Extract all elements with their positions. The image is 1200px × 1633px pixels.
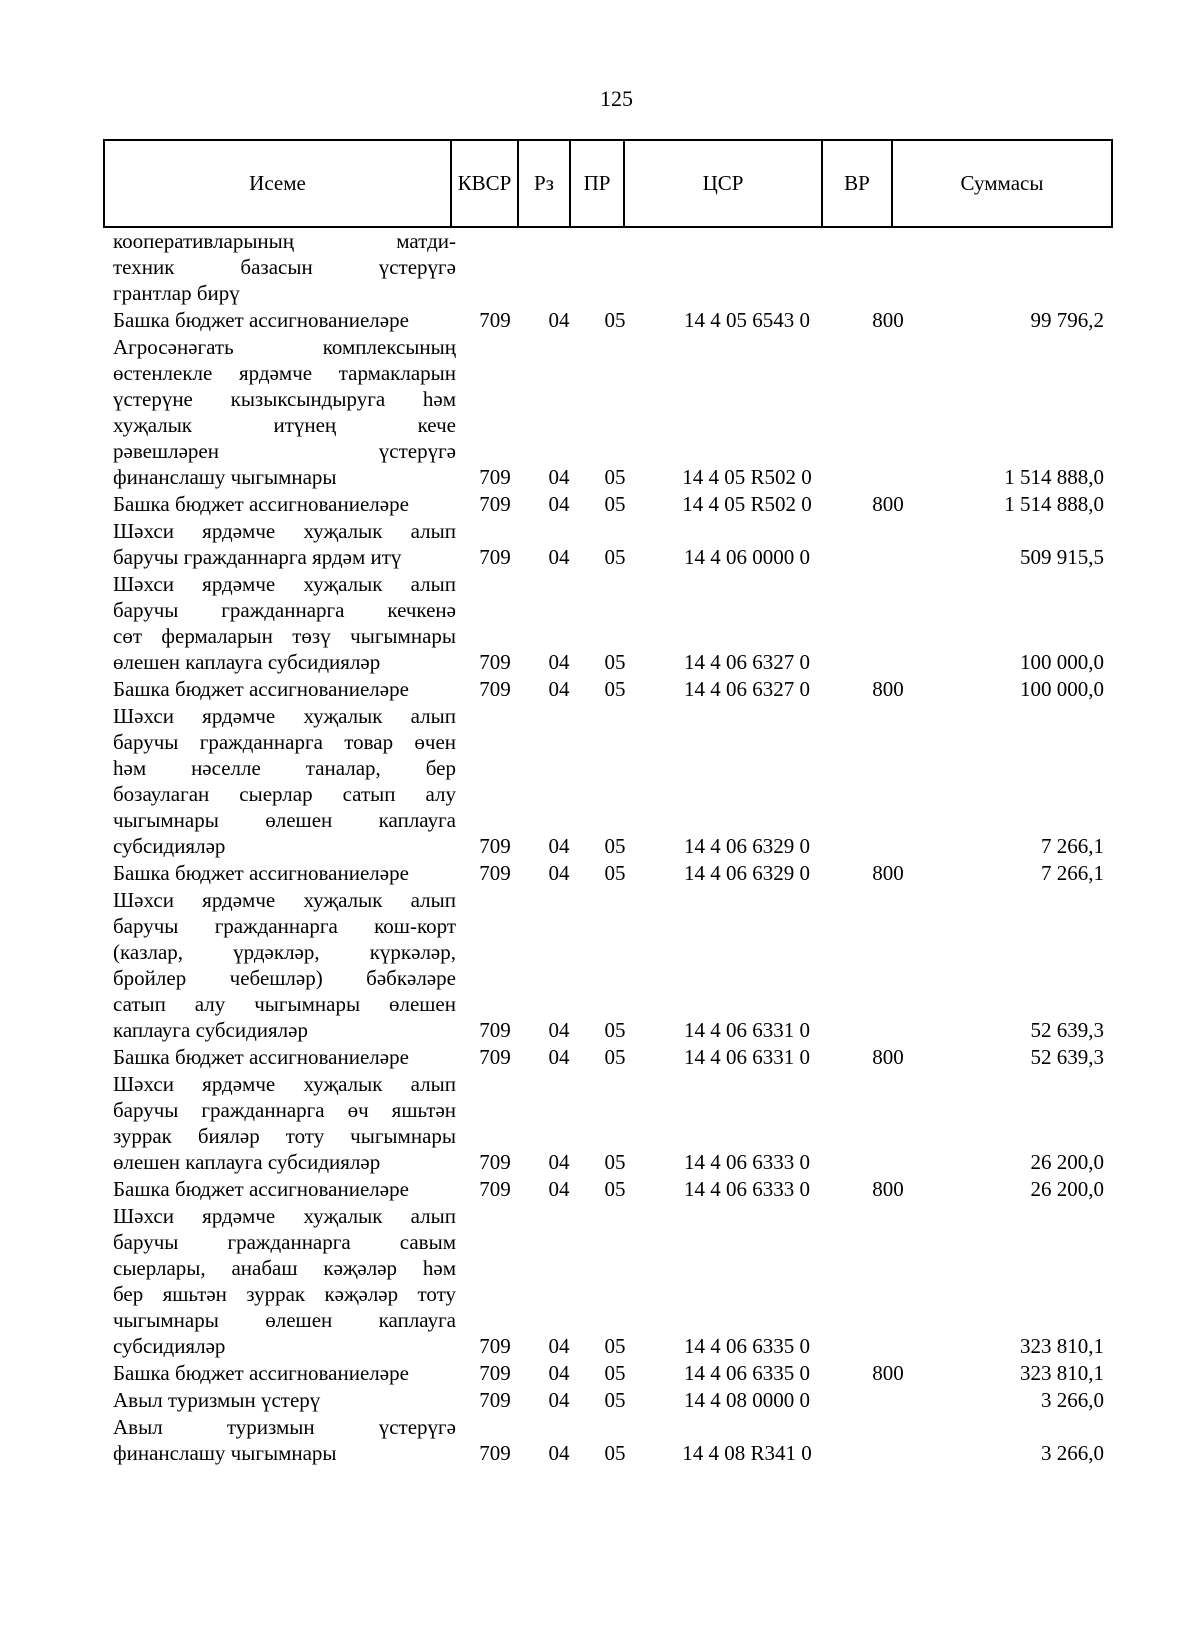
row-sum: 1 514 888,0 (1004, 465, 1104, 489)
row-name (113, 887, 456, 1043)
row-name (113, 860, 456, 886)
row-name-line: Шәхси ярдәмче хуҗалык алып (113, 704, 456, 728)
table-row (0, 518, 1200, 570)
row-name-line: сөт фермаларын төзү чыгымнары (113, 624, 456, 648)
table-row (0, 860, 1200, 886)
row-name-line: баручы гражданнарга товар өчен (113, 730, 456, 754)
row-name-line: финанслашу чыгымнары (113, 1441, 337, 1465)
row-name-line: чыгымнары өлешен каплауга (113, 808, 456, 832)
row-name-line: грантлар бирү (113, 281, 240, 305)
row-name-line: бройлер чебешләр) бәбкәләре (113, 966, 456, 990)
row-sum: 3 266,0 (1041, 1388, 1104, 1412)
row-name-line: субсидияләр (113, 1334, 226, 1358)
row-csr: 14 4 05 R502 0 (682, 465, 812, 489)
row-name-line: Шәхси ярдәмче хуҗалык алып (113, 519, 456, 543)
table-row (0, 1203, 1200, 1359)
row-csr: 14 4 06 6333 0 (684, 1150, 810, 1174)
row-name-line: Башка бюджет ассигнованиеләре (113, 1361, 409, 1385)
table-row (0, 1044, 1200, 1070)
row-csr: 14 4 06 6327 0 (684, 650, 810, 674)
table-row (0, 491, 1200, 517)
row-kvsr: 709 (479, 465, 511, 489)
row-pr: 05 (604, 308, 626, 332)
row-name (113, 334, 456, 490)
row-csr: 14 4 06 6335 0 (684, 1334, 810, 1358)
row-name-line: баручы гражданнарга кечкенә (113, 598, 456, 622)
row-name-line: Шәхси ярдәмче хуҗалык алып (113, 1204, 456, 1228)
row-csr: 14 4 06 6331 0 (684, 1018, 810, 1042)
row-sum: 100 000,0 (1020, 677, 1104, 701)
row-kvsr: 709 (479, 1150, 511, 1174)
row-kvsr: 709 (479, 545, 511, 569)
row-kvsr: 709 (479, 861, 511, 885)
row-rz: 04 (548, 650, 570, 674)
row-pr: 05 (604, 1045, 626, 1069)
table-row (0, 307, 1200, 333)
row-csr: 14 4 06 6329 0 (684, 834, 810, 858)
row-name (113, 703, 456, 859)
row-name (113, 1414, 456, 1466)
row-name (113, 1044, 456, 1070)
row-name-line: өлешен каплауга субсидияләр (113, 650, 381, 674)
row-sum: 323 810,1 (1020, 1334, 1104, 1358)
row-pr: 05 (604, 677, 626, 701)
header-rz: Рз (517, 141, 569, 226)
row-sum: 100 000,0 (1020, 650, 1104, 674)
header-name: Исеме (249, 171, 306, 195)
row-csr: 14 4 05 R502 0 (682, 492, 812, 516)
row-name-line: Шәхси ярдәмче хуҗалык алып (113, 572, 456, 596)
row-name-line: сыерлары, анабаш кәҗәләр һәм (113, 1256, 456, 1280)
row-name-line: техник базасын үстерүгә (113, 255, 456, 279)
row-pr: 05 (604, 650, 626, 674)
row-vr: 800 (872, 861, 904, 885)
row-name (113, 228, 456, 306)
row-rz: 04 (548, 1150, 570, 1174)
row-sum: 1 514 888,0 (1004, 492, 1104, 516)
row-pr: 05 (604, 1018, 626, 1042)
row-kvsr: 709 (479, 1388, 511, 1412)
row-name (113, 491, 456, 517)
row-kvsr: 709 (479, 1334, 511, 1358)
row-rz: 04 (548, 1334, 570, 1358)
row-rz: 04 (548, 308, 570, 332)
table-row (0, 676, 1200, 702)
row-kvsr: 709 (479, 1177, 511, 1201)
table-header (103, 139, 1113, 228)
row-name (113, 1176, 456, 1202)
row-csr: 14 4 08 R341 0 (682, 1441, 812, 1465)
row-name-line: Авыл туризмын үстерүгә (113, 1415, 456, 1439)
row-sum: 3 266,0 (1041, 1441, 1104, 1465)
row-name-line: финанслашу чыгымнары (113, 465, 337, 489)
row-name-line: Агросәнәгать комплексының (113, 335, 456, 359)
row-name-line: Башка бюджет ассигнованиеләре (113, 492, 409, 516)
row-kvsr: 709 (479, 1018, 511, 1042)
row-kvsr: 709 (479, 650, 511, 674)
row-csr: 14 4 06 6329 0 (684, 861, 810, 885)
row-pr: 05 (604, 545, 626, 569)
row-name (113, 676, 456, 702)
row-vr: 800 (872, 492, 904, 516)
row-pr: 05 (604, 492, 626, 516)
row-pr: 05 (604, 1334, 626, 1358)
row-kvsr: 709 (479, 834, 511, 858)
row-csr: 14 4 06 0000 0 (684, 545, 810, 569)
row-rz: 04 (548, 1045, 570, 1069)
header-csr: ЦСР (623, 141, 821, 226)
row-name-line: өлешен каплауга субсидияләр (113, 1150, 381, 1174)
row-sum: 52 639,3 (1030, 1018, 1104, 1042)
row-pr: 05 (604, 1361, 626, 1385)
row-rz: 04 (548, 545, 570, 569)
header-sum: Суммасы (891, 141, 1111, 226)
row-name-line: сатып алу чыгымнары өлешен (113, 992, 456, 1016)
row-name (113, 307, 456, 333)
row-sum: 7 266,1 (1041, 834, 1104, 858)
row-name (113, 1387, 456, 1413)
row-name-line: бозаулаган сыерлар сатып алу (113, 782, 456, 806)
row-name-line: Башка бюджет ассигнованиеләре (113, 677, 409, 701)
row-vr: 800 (872, 677, 904, 701)
row-pr: 05 (604, 1441, 626, 1465)
row-name-line: каплауга субсидияләр (113, 1018, 308, 1042)
table-row (0, 228, 1200, 306)
row-name-line: баручы гражданнарга өч яшьтән (113, 1098, 456, 1122)
table-row (0, 1176, 1200, 1202)
row-kvsr: 709 (479, 1441, 511, 1465)
row-vr: 800 (872, 308, 904, 332)
row-name-line: һәм нәселле таналар, бер (113, 756, 456, 780)
row-name-line: Авыл туризмын үстерү (113, 1388, 321, 1412)
row-name (113, 1360, 456, 1386)
row-sum: 26 200,0 (1030, 1177, 1104, 1201)
row-rz: 04 (548, 1441, 570, 1465)
row-kvsr: 709 (479, 677, 511, 701)
row-sum: 509 915,5 (1020, 545, 1104, 569)
row-rz: 04 (548, 1018, 570, 1042)
row-csr: 14 4 06 6331 0 (684, 1045, 810, 1069)
row-pr: 05 (604, 861, 626, 885)
row-vr: 800 (872, 1177, 904, 1201)
row-pr: 05 (604, 465, 626, 489)
row-name-line: Башка бюджет ассигнованиеләре (113, 1177, 409, 1201)
row-name-line: кооперативларының матди- (113, 229, 456, 253)
row-vr: 800 (872, 1361, 904, 1385)
row-name (113, 571, 456, 675)
row-name (113, 518, 456, 570)
header-kvsr: КВСР (450, 141, 517, 226)
row-csr: 14 4 05 6543 0 (684, 308, 810, 332)
row-name-line: Шәхси ярдәмче хуҗалык алып (113, 1072, 456, 1096)
table-row (0, 571, 1200, 675)
row-name-line: чыгымнары өлешен каплауга (113, 1308, 456, 1332)
row-pr: 05 (604, 834, 626, 858)
table-row (0, 1414, 1200, 1466)
row-name-line: баручы гражданнарга кош-корт (113, 914, 456, 938)
row-name-line: Шәхси ярдәмче хуҗалык алып (113, 888, 456, 912)
row-rz: 04 (548, 1177, 570, 1201)
row-name-line: бер яшьтән зуррак кәҗәләр тоту (113, 1282, 456, 1306)
row-rz: 04 (548, 1361, 570, 1385)
row-csr: 14 4 06 6327 0 (684, 677, 810, 701)
row-rz: 04 (548, 492, 570, 516)
row-pr: 05 (604, 1177, 626, 1201)
row-name-line: зуррак бияләр тоту чыгымнары (113, 1124, 456, 1148)
table-row (0, 1387, 1200, 1413)
row-rz: 04 (548, 677, 570, 701)
row-name-line: Башка бюджет ассигнованиеләре (113, 308, 409, 332)
row-name (113, 1203, 456, 1359)
header-pr: ПР (569, 141, 623, 226)
row-rz: 04 (548, 861, 570, 885)
row-rz: 04 (548, 1388, 570, 1412)
row-csr: 14 4 06 6333 0 (684, 1177, 810, 1201)
row-pr: 05 (604, 1150, 626, 1174)
row-name-line: баручы гражданнарга ярдәм итү (113, 545, 402, 569)
table-row (0, 887, 1200, 1043)
row-name-line: Башка бюджет ассигнованиеләре (113, 1045, 409, 1069)
table-row (0, 1360, 1200, 1386)
row-name-line: субсидияләр (113, 834, 226, 858)
row-vr: 800 (872, 1045, 904, 1069)
row-sum: 323 810,1 (1020, 1361, 1104, 1385)
row-sum: 26 200,0 (1030, 1150, 1104, 1174)
row-name-line: рәвешләрен үстерүгә (113, 439, 456, 463)
row-rz: 04 (548, 834, 570, 858)
row-name (113, 1071, 456, 1175)
row-csr: 14 4 08 0000 0 (684, 1388, 810, 1412)
row-pr: 05 (604, 1388, 626, 1412)
page-number: 125 (600, 86, 633, 111)
row-name-line: өстенлекле ярдәмче тармакларын (113, 361, 456, 385)
row-kvsr: 709 (479, 1045, 511, 1069)
row-name-line: Башка бюджет ассигнованиеләре (113, 861, 409, 885)
header-vr: ВР (821, 141, 891, 226)
table-row (0, 334, 1200, 490)
row-name-line: (казлар, үрдәкләр, күркәләр, (113, 940, 456, 964)
row-name-line: үстерүне кызыксындыруга һәм (113, 387, 456, 411)
table-row (0, 703, 1200, 859)
row-sum: 7 266,1 (1041, 861, 1104, 885)
row-name-line: баручы гражданнарга савым (113, 1230, 456, 1254)
row-sum: 99 796,2 (1030, 308, 1104, 332)
row-sum: 52 639,3 (1030, 1045, 1104, 1069)
row-rz: 04 (548, 465, 570, 489)
row-kvsr: 709 (479, 492, 511, 516)
table-row (0, 1071, 1200, 1175)
row-name-line: хуҗалык итүнең кече (113, 413, 456, 437)
row-kvsr: 709 (479, 1361, 511, 1385)
row-csr: 14 4 06 6335 0 (684, 1361, 810, 1385)
row-kvsr: 709 (479, 308, 511, 332)
